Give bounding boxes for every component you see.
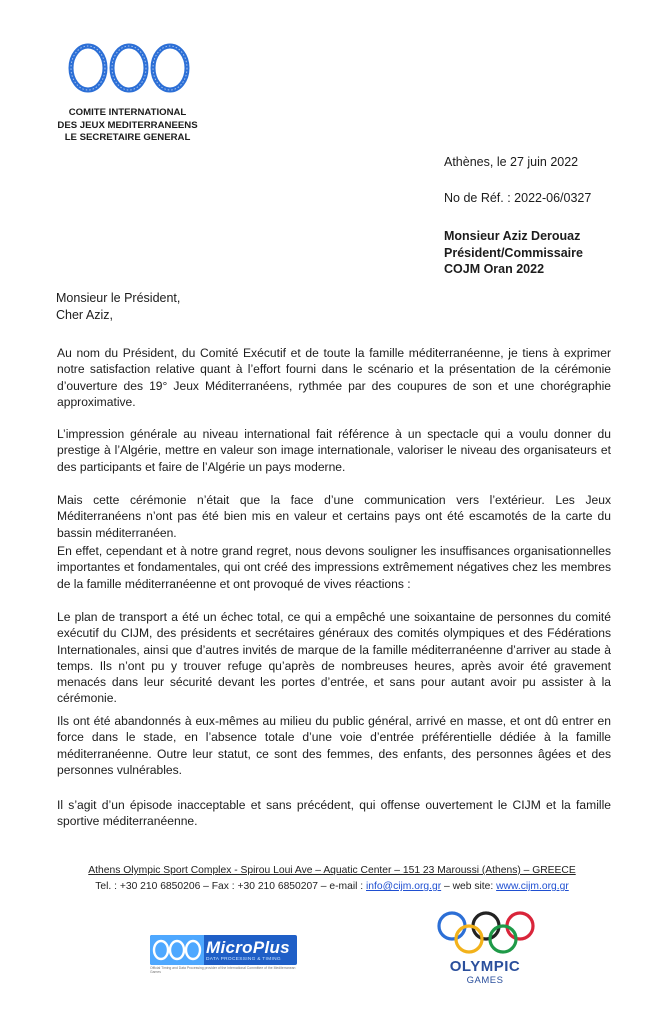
- letter-date: Athènes, le 27 juin 2022: [444, 155, 579, 169]
- microplus-name: MicroPlus: [206, 938, 290, 957]
- salutation-line-2: Cher Aziz,: [56, 307, 113, 322]
- website-link[interactable]: www.cijm.org.gr: [496, 881, 569, 892]
- footer-contact: [72, 881, 592, 892]
- reference-number: No de Réf. : 2022-06/0327: [444, 191, 592, 205]
- olympic-games-title: OLYMPIC: [449, 958, 521, 975]
- addressee-org: COJM Oran 2022: [444, 262, 545, 276]
- microplus-tagline: DATA PROCESSING & TIMING: [206, 957, 281, 962]
- body-paragraph-5: Le plan de transport a été un échec total, ce qui a empêché une soixantaine de personnes du comité exécutif du CIJM, des présidents et secrétaires généraux des comités olympiques et des Fédérations Internationales, ainsi que d’autres invités de marque de la famille méditerranéenne d’arriver au stade à temps. Ils n’ont pu y trouver refuge qu’après de nombreuses heures, après avoir été gravement menacés dans leur sécurité devant les portes d’entrée, et sans pour autant avoir pu assister à la cérémonie.: [57, 610, 611, 706]
- body-paragraph-3: Mais cette cérémonie n’était que la face d’une communication vers l’extérieur. Les Jeux Méditerranéens n’ont pas été bien mis en valeur et certains pays ont été escamotés de la carte du bassin méditerranéen.: [57, 493, 611, 540]
- body-paragraph-6: Ils ont été abandonnés à eux-mêmes au milieu du public général, arrivé en masse, et ont dû entrer en force dans le stade, en l’absence totale d’une voie d’entrée préférentielle dédiée à la famille méditerranéenne. Outre leur statut, ce sont des femmes, des enfants, des personnes âgées et des personnes vulnérables.: [57, 714, 611, 777]
- olympic-rings-icon: [434, 910, 538, 956]
- microplus-rings-icon: [150, 935, 204, 965]
- org-line-3: LE SECRETAIRE GENERAL: [64, 132, 191, 143]
- body-paragraph-1: Au nom du Président, du Comité Exécutif et de toute la famille méditerranéenne, je tiens à exprimer notre satisfaction relative quant à l’effort fourni dans le scénario et la présentation de la cérémonie d’ouverture des 19° Jeux Méditerranéens, rythmée par des coupures de son et une chorégraphie approximative.: [57, 346, 611, 409]
- addressee-title: Président/Commissaire: [444, 245, 583, 260]
- organization-header: [40, 107, 215, 145]
- salutation-line-1: Monsieur le Président,: [56, 291, 181, 305]
- addressee-name: Monsieur Aziz Derouaz: [444, 229, 581, 243]
- olympic-games-subtitle: GAMES: [466, 975, 504, 986]
- org-line-2: DES JEUX MEDITERRANEENS: [57, 119, 198, 131]
- body-paragraph-4: En effet, cependant et à notre grand regret, nous devons souligner les insuffisances organisationnelles importantes et fondamentales, qui ont créé des impressions extrêmement négatives chez les membres de la famille méditerranéenne et ont provoqué de vives réactions :: [57, 544, 611, 591]
- salutation: [56, 290, 180, 323]
- contact-phone-fax: Tel. : +30 210 6850206 – Fax : +30 210 6850207 – e-mail :: [95, 881, 367, 892]
- email-link[interactable]: info@cijm.org.gr: [366, 881, 442, 892]
- body-paragraph-7: Il s’agit d’un épisode inacceptable et sans précédent, qui offense ouvertement le CIJM et la famille sportive méditerranéenne.: [57, 798, 611, 829]
- microplus-fine-print: Official Timing and Data Processing provider of the International Committee of the Mediterranean Games: [150, 966, 296, 974]
- three-rings-logo-icon: [66, 38, 192, 98]
- web-label: – web site:: [441, 881, 497, 892]
- org-line-1: COMITE INTERNATIONAL: [68, 107, 187, 118]
- footer-address: Athens Olympic Sport Complex - Spirou Loui Ave – Aquatic Center – 151 23 Maroussi (Athens) – GREECE: [88, 865, 576, 876]
- body-paragraph-2: L’impression générale au niveau international fait référence à un spectacle qui a voulu donner du prestige à l’Algérie, mettre en valeur son image internationale, valoriser le niveau des organisateurs et des participants et faire de l’Algérie un pays moderne.: [57, 427, 611, 474]
- microplus-logo: [150, 935, 297, 965]
- addressee-block: [444, 228, 583, 278]
